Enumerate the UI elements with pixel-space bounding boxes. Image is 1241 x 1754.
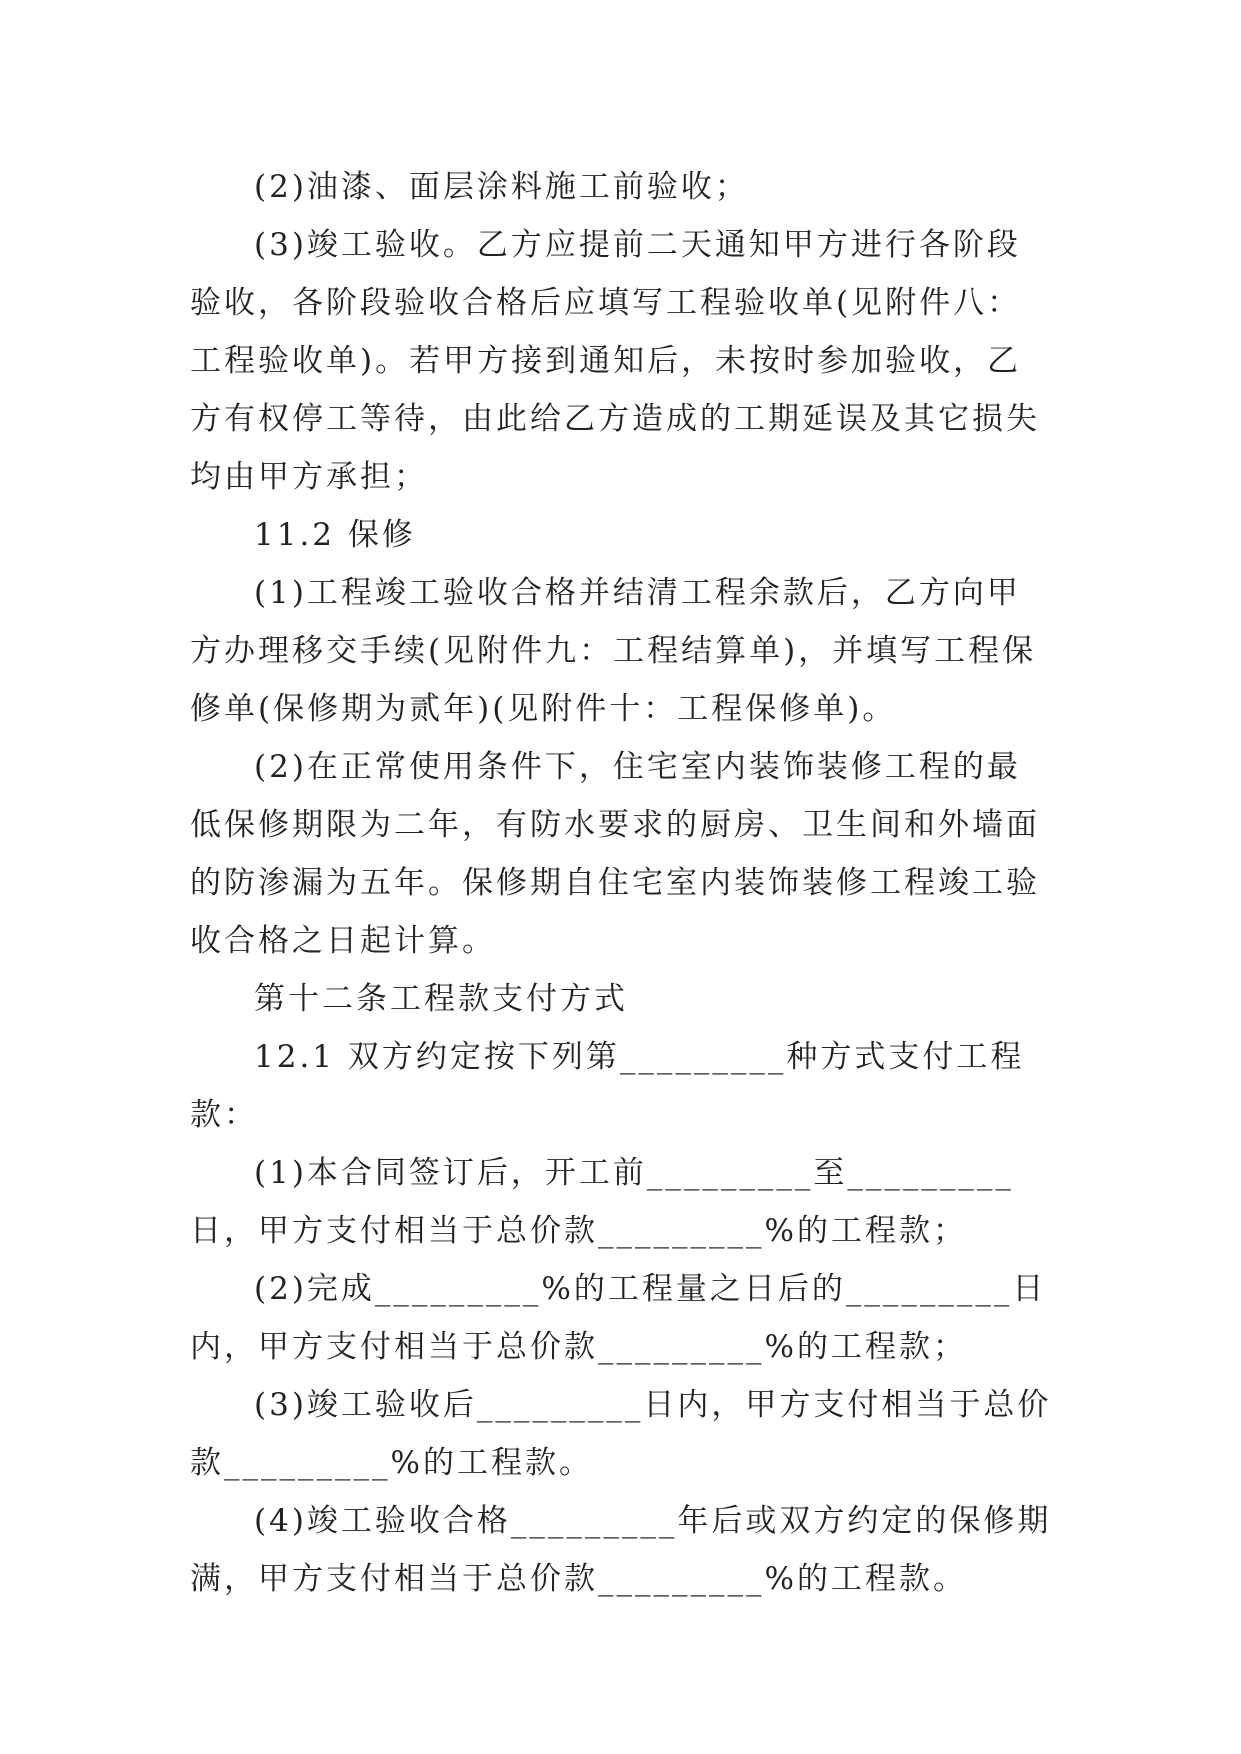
paragraph-payment-3: (3)竣工验收后_________日内，甲方支付相当于总价款_________%的工程款。	[190, 1387, 1052, 1481]
paragraph-warranty-handover: (1)工程竣工验收合格并结清工程余款后，乙方向甲方办理移交手续(见附件九：工程结算单)，并填写工程保修单(保修期为贰年)(见附件十：工程保修单)。	[190, 575, 1037, 727]
document-page	[190, 158, 1052, 1608]
paragraph-acceptance-paint: (2)油漆、面层涂料施工前验收；	[254, 169, 749, 205]
paragraph-payment-2: (2)完成_________%的工程量之日后的_________日内，甲方支付相当于总价款_________%的工程款；	[190, 1271, 1047, 1365]
paragraph-warranty-period: (2)在正常使用条件下，住宅室内装饰装修工程的最低保修期限为二年，有防水要求的厨房、卫生间和外墙面的防渗漏为五年。保修期自住宅室内装饰装修工程竣工验收合格之日起计算。	[190, 749, 1040, 959]
paragraph-acceptance-completion: (3)竣工验收。乙方应提前二天通知甲方进行各阶段验收，各阶段验收合格后应填写工程验收单(见附件八：工程验收单)。若甲方接到通知后，未按时参加验收，乙方有权停工等待，由此给乙方造成的工期延误及其它损失均由甲方承担；	[190, 227, 1040, 495]
paragraph-payment-1: (1)本合同签订后，开工前_________至_________日，甲方支付相当于总价款_________%的工程款；	[190, 1155, 1014, 1249]
paragraph-payment-method: 12.1 双方约定按下列第_________种方式支付工程款：	[190, 1039, 1025, 1133]
section-heading-warranty: 11.2 保修	[254, 517, 416, 553]
paragraph-payment-4: (4)竣工验收合格_________年后或双方约定的保修期满，甲方支付相当于总价款_________%的工程款。	[190, 1503, 1052, 1597]
article-heading-payment: 第十二条工程款支付方式	[254, 981, 628, 1017]
